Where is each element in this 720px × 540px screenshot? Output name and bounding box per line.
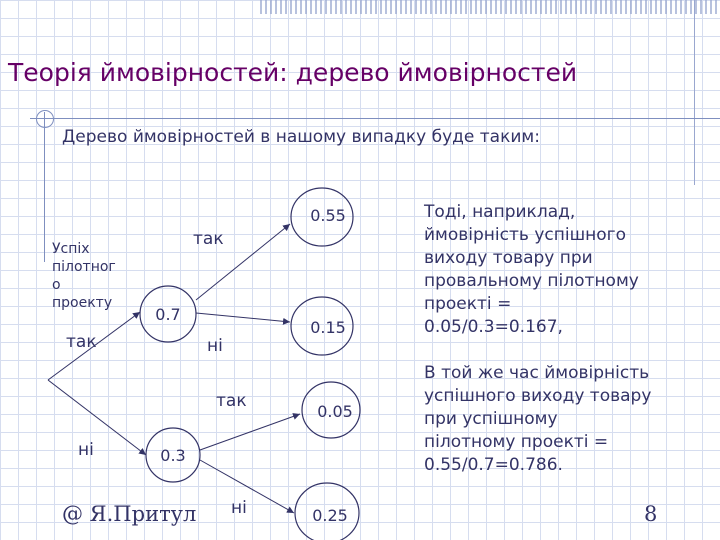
edge-pilot-failure-to-yes [200,414,300,450]
footer-author: @ Я.Притул [62,502,197,526]
branch-success-yes-label: так [193,229,224,249]
node-success-no-value: 0.15 [310,318,346,337]
page-number: 8 [644,502,658,526]
root-branch-no-label: ні [78,440,94,460]
slide-title: Теорія ймовірностей: дерево ймовірностей [8,58,578,87]
edge-root-to-pilot-failure [48,380,146,455]
slide-subtitle: Дерево ймовірностей в нашому випадку буде таким: [62,127,540,147]
node-failure-no-value: 0.25 [312,506,348,525]
root-branch-yes-label: так [66,332,97,352]
node-pilot-success-value: 0.7 [155,305,181,324]
node-failure-yes-value: 0.05 [317,402,353,421]
branch-success-no-label: ні [207,336,223,356]
explanation-text [424,201,704,477]
branch-failure-no-label: ні [231,498,247,518]
edge-pilot-failure-to-no [200,460,294,513]
explanation-paragraph-2: В той же час ймовірність успішного виходу товару при успішному пілотному проекті = 0.55/0.7=0.786. [424,363,652,475]
edge-pilot-success-to-no [196,313,290,322]
node-success-yes-value: 0.55 [310,206,346,225]
pilot-success-label: Успіх пілотног о проекту [52,241,116,311]
branch-failure-yes-label: так [216,391,247,411]
explanation-paragraph-1: Тоді, наприклад, ймовірність успішного виходу товару при провальному пілотному проекті = 0.05/0.3=0.167, [424,202,639,337]
node-pilot-failure-value: 0.3 [160,446,186,465]
